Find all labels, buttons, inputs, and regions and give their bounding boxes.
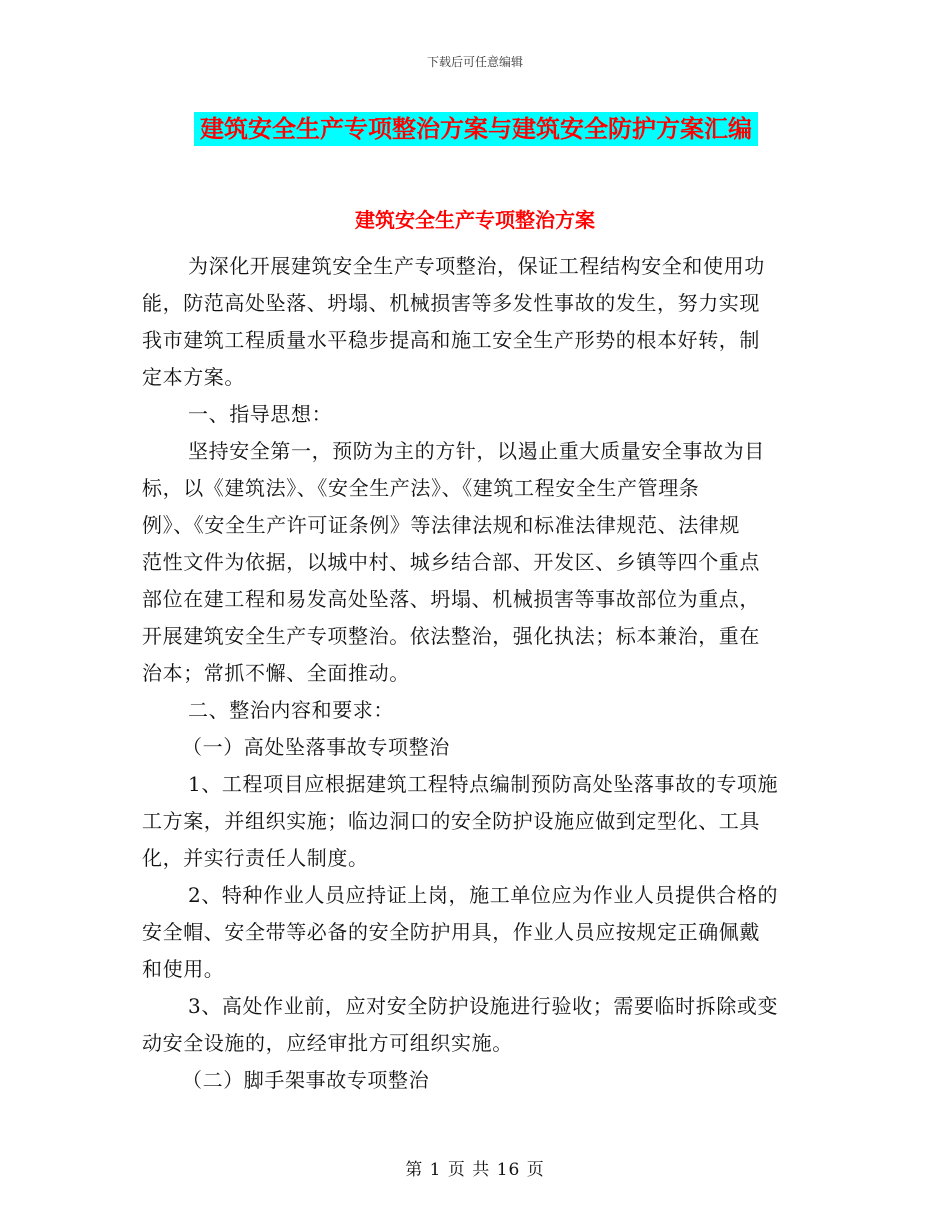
body-line: 为深化开展建筑安全生产专项整治，保证工程结构安全和使用功 bbox=[188, 254, 765, 278]
body-line: 动安全设施的，应经审批方可组织实施。 bbox=[142, 1031, 513, 1055]
body-line: 工方案，并组织实施；临边洞口的安全防护设施应做到定型化、工具 bbox=[142, 809, 760, 833]
section-heading: 二、整治内容和要求： bbox=[188, 698, 394, 722]
subsection-heading: （一）高处坠落事故专项整治 bbox=[182, 735, 450, 759]
body-line: 坚持安全第一，预防为主的方针，以遏止重大质量安全事故为目 bbox=[188, 439, 765, 463]
body-line: 定本方案。 bbox=[142, 365, 245, 389]
body-line: 能，防范高处坠落、坍塌、机械损害等多发性事故的发生，努力实现 bbox=[142, 291, 760, 315]
body-line: 1、工程项目应根据建筑工程特点编制预防高处坠落事故的专项施 bbox=[188, 772, 779, 796]
body-line: 我市建筑工程质量水平稳步提高和施工安全生产形势的根本好转，制 bbox=[142, 328, 760, 352]
body-line: 化，并实行责任人制度。 bbox=[142, 846, 369, 870]
body-line: 治本；常抓不懈、全面推动。 bbox=[142, 661, 410, 685]
page-footer: 第 1 页 共 16 页 bbox=[405, 1160, 545, 1180]
section-title: 建筑安全生产专项整治方案 bbox=[355, 208, 595, 232]
body-line: 安全帽、安全带等必备的安全防护用具，作业人员应按规定正确佩戴 bbox=[142, 920, 760, 944]
body-line: 标，以《建筑法》、《安全生产法》、《建筑工程安全生产管理条 bbox=[142, 476, 700, 500]
body-line: 范性文件为依据，以城中村、城乡结合部、开发区、乡镇等四个重点 bbox=[142, 550, 760, 574]
body-line: 3、高处作业前，应对安全防护设施进行验收；需要临时拆除或变 bbox=[188, 994, 779, 1018]
body-line: 开展建筑安全生产专项整治。依法整治，强化执法；标本兼治，重在 bbox=[142, 624, 760, 648]
body-line: 例》、《安全生产许可证条例》等法律法规和标准法律规范、法律规 bbox=[142, 513, 740, 537]
section-heading: 一、指导思想： bbox=[188, 402, 333, 426]
body-line: 和使用。 bbox=[142, 957, 225, 981]
document-main-title: 建筑安全生产专项整治方案与建筑安全防护方案汇编 bbox=[194, 112, 758, 146]
body-line: 2、特种作业人员应持证上岗，施工单位应为作业人员提供合格的 bbox=[188, 883, 779, 907]
header-note: 下载后可任意编辑 bbox=[426, 55, 523, 69]
subsection-heading: （二）脚手架事故专项整治 bbox=[182, 1068, 430, 1092]
body-line: 部位在建工程和易发高处坠落、坍塌、机械损害等事故部位为重点， bbox=[142, 587, 760, 611]
